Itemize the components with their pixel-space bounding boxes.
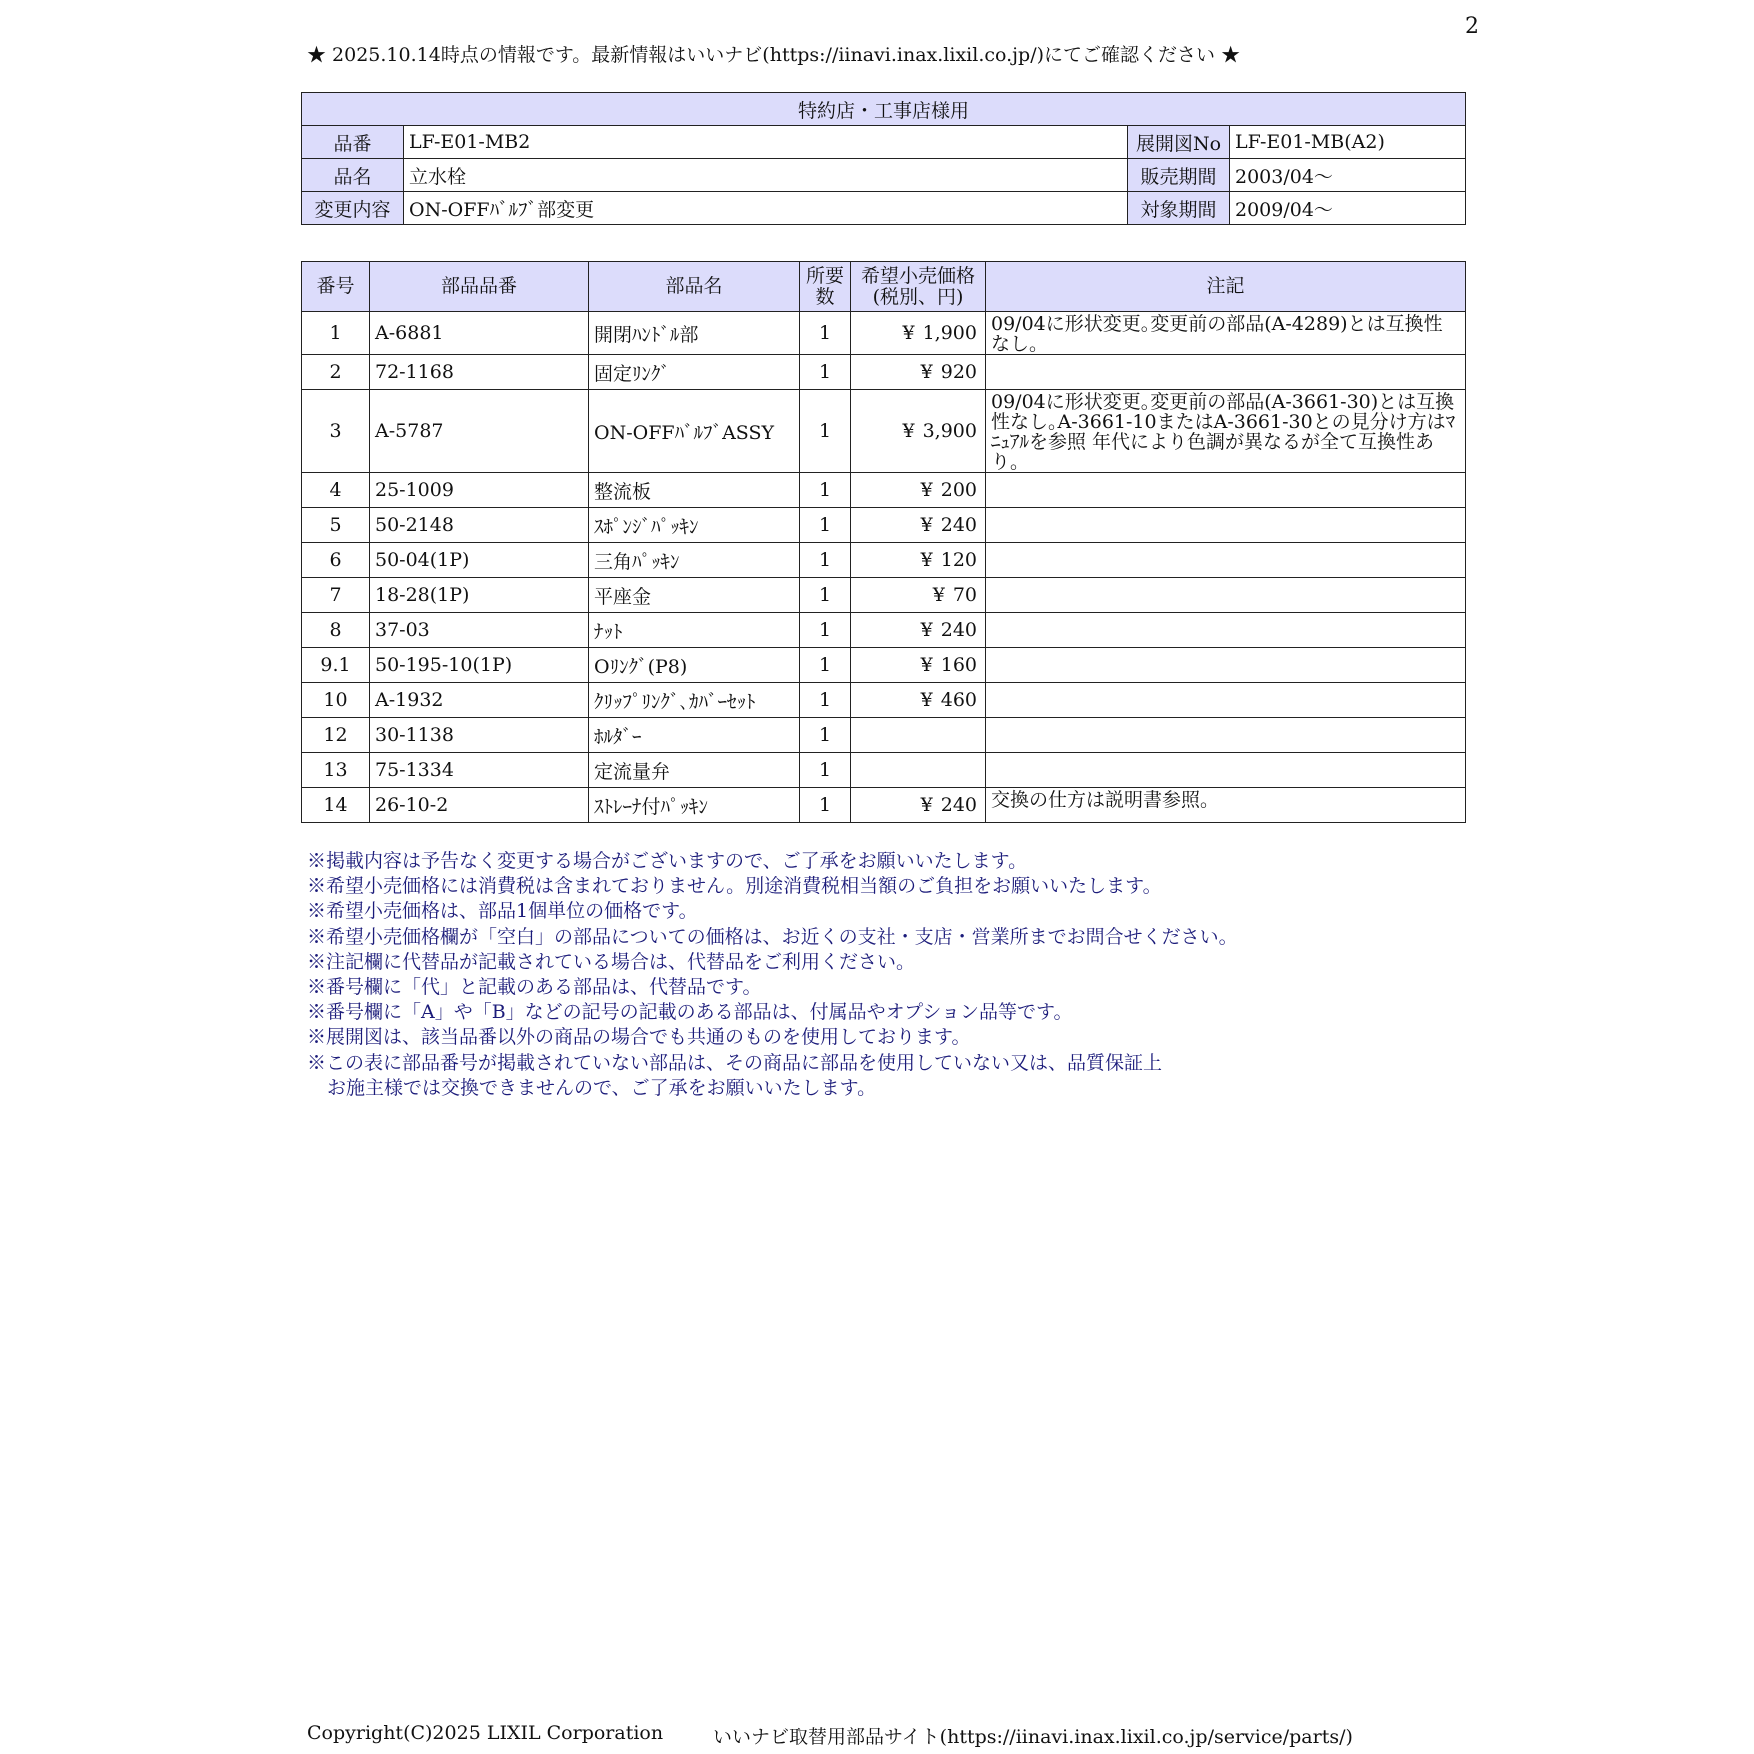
cell-part-no: 72-1168 [370,355,589,390]
footnote: ※希望小売価格は、部品1個単位の価格です。 [307,900,698,923]
parts-site-link[interactable]: いいナビ取替用部品サイト(https://iinavi.inax.lixil.co.jp/service/parts/) [713,1726,1353,1748]
cell-qty: 1 [800,543,851,578]
yen-sign: ¥ [920,549,933,571]
cell-note [986,613,1466,648]
yen-sign: ¥ [920,479,933,501]
cell-part-no: 18-28(1P) [370,578,589,613]
cell-part-name: 定流量弁 [589,753,800,788]
cell-price [851,788,986,823]
cell-price [851,648,986,683]
cell-price [851,390,986,473]
footnotes [307,849,1238,1101]
cell-part-name: ｽﾄﾚｰﾅ付ﾊﾟｯｷﾝ [589,788,800,823]
cell-part-no: A-6881 [370,312,589,355]
table-row [302,788,1466,823]
info-row [302,126,1466,159]
cell-no: 4 [302,473,370,508]
cell-part-name: ON-OFFﾊﾞﾙﾌﾞASSY [589,390,800,473]
table-row [302,312,1466,355]
cell-note: 09/04に形状変更｡変更前の部品(A-3661-30)とは互換性なし｡A-3661-10またはA-3661-30との見分け方はﾏﾆｭｱﾙを参照 年代により色調が異なるが全て互換性あり。 [986,390,1466,473]
info-value: LF-E01-MB(A2) [1230,126,1466,159]
cell-note [986,473,1466,508]
col-header-note: 注記 [986,262,1466,312]
cell-part-no: 26-10-2 [370,788,589,823]
cell-qty: 1 [800,613,851,648]
price-value: 200 [940,479,977,501]
info-value: LF-E01-MB2 [404,126,1128,159]
cell-qty: 1 [800,683,851,718]
cell-note [986,578,1466,613]
price-value: 460 [940,689,977,711]
footnote: ※希望小売価格欄が「空白」の部品についての価格は、お近くの支社・支店・営業所までお問合せください。 [307,925,1238,948]
cell-qty: 1 [800,788,851,823]
footnote: ※注記欄に代替品が記載されている場合は、代替品をご利用ください。 [307,950,916,973]
cell-no: 9.1 [302,648,370,683]
cell-qty: 1 [800,578,851,613]
footnote: ※この表に部品番号が掲載されていない部品は、その商品に部品を使用していない又は、品質保証上 [307,1051,1163,1074]
cell-qty: 1 [800,312,851,355]
table-row [302,473,1466,508]
parts-table [301,261,1466,823]
price-value: 120 [940,549,977,571]
cell-price [851,578,986,613]
yen-sign: ¥ [920,619,933,641]
info-label: 品名 [302,159,404,192]
price-value: 70 [952,584,977,606]
info-label: 販売期間 [1128,159,1230,192]
cell-qty: 1 [800,648,851,683]
cell-no: 7 [302,578,370,613]
cell-part-name: 固定ﾘﾝｸﾞ [589,355,800,390]
table-row [302,390,1466,473]
cell-part-no: 75-1334 [370,753,589,788]
cell-price [851,613,986,648]
price-value: 240 [940,514,977,536]
col-header-price: 希望小売価格(税別、円) [851,262,986,312]
info-title: 特約店・工事店様用 [302,93,1466,126]
yen-sign: ¥ [920,794,933,816]
cell-note [986,543,1466,578]
cell-price [851,473,986,508]
cell-note [986,718,1466,753]
cell-price [851,355,986,390]
info-label: 品番 [302,126,404,159]
cell-qty: 1 [800,508,851,543]
yen-sign: ¥ [920,654,933,676]
footnote: ※希望小売価格には消費税は含まれておりません。別途消費税相当額のご負担をお願いいたします。 [307,875,1162,898]
col-header-qty: 所要数 [800,262,851,312]
cell-part-name: ﾎﾙﾀﾞｰ [589,718,800,753]
cell-part-no: 50-195-10(1P) [370,648,589,683]
table-row [302,543,1466,578]
price-value: 1,900 [922,322,977,344]
info-value: ON-OFFﾊﾞﾙﾌﾞ部変更 [404,192,1128,225]
cell-part-name: ﾅｯﾄ [589,613,800,648]
product-info-table [301,92,1466,225]
parts-header-row [302,262,1466,312]
cell-price [851,753,986,788]
price-value: 160 [940,654,977,676]
table-row [302,683,1466,718]
yen-sign: ¥ [920,689,933,711]
cell-price [851,312,986,355]
cell-note [986,648,1466,683]
cell-qty: 1 [800,355,851,390]
cell-no: 14 [302,788,370,823]
info-row [302,192,1466,225]
cell-part-name: 三角ﾊﾟｯｷﾝ [589,543,800,578]
cell-note [986,753,1466,788]
cell-note: 交換の仕方は説明書参照。 [986,788,1466,823]
footnote: ※掲載内容は予告なく変更する場合がございますので、ご了承をお願いいたします。 [307,850,1028,872]
cell-qty: 1 [800,718,851,753]
table-row [302,578,1466,613]
cell-no: 12 [302,718,370,753]
cell-part-name: ｸﾘｯﾌﾟﾘﾝｸﾞ､ｶﾊﾞｰｾｯﾄ [589,683,800,718]
cell-qty: 1 [800,473,851,508]
cell-part-no: 37-03 [370,613,589,648]
yen-sign: ¥ [920,361,933,383]
cell-part-name: 開閉ﾊﾝﾄﾞﾙ部 [589,312,800,355]
info-value: 2009/04〜 [1230,192,1466,225]
price-value: 240 [940,794,977,816]
cell-price [851,683,986,718]
copyright: Copyright(C)2025 LIXIL Corporation [307,1722,664,1744]
col-header-part-name: 部品名 [589,262,800,312]
cell-price [851,543,986,578]
footnote: ※展開図は、該当品番以外の商品の場合でも共通のものを使用しております。 [307,1026,971,1049]
table-row [302,718,1466,753]
info-value: 立水栓 [404,159,1128,192]
header-note: ★ 2025.10.14時点の情報です。最新情報はいいナビ(https://iinavi.inax.lixil.co.jp/)にてご確認ください ★ [307,44,1241,66]
table-row [302,355,1466,390]
cell-price [851,508,986,543]
cell-no: 13 [302,753,370,788]
table-row [302,508,1466,543]
cell-no: 8 [302,613,370,648]
yen-sign: ¥ [932,584,945,606]
cell-note [986,508,1466,543]
cell-part-no: 30-1138 [370,718,589,753]
info-value: 2003/04〜 [1230,159,1466,192]
cell-price [851,718,986,753]
cell-note: 09/04に形状変更｡変更前の部品(A-4289)とは互換性なし。 [986,312,1466,355]
table-row [302,753,1466,788]
cell-part-name: 整流板 [589,473,800,508]
cell-part-no: 50-2148 [370,508,589,543]
cell-no: 1 [302,312,370,355]
footnote: ※番号欄に「A」や「B」などの記号の記載のある部品は、付属品やオプション品等です。 [307,1001,1073,1024]
page-number: 2 [1465,14,1479,39]
cell-no: 5 [302,508,370,543]
cell-part-name: Oﾘﾝｸﾞ(P8) [589,648,800,683]
cell-part-no: A-1932 [370,683,589,718]
cell-no: 6 [302,543,370,578]
footnote: お施主様では交換できませんので、ご了承をお願いいたします。 [327,1076,877,1099]
yen-sign: ¥ [920,514,933,536]
info-row [302,159,1466,192]
col-header-part-no: 部品品番 [370,262,589,312]
cell-no: 10 [302,683,370,718]
info-label: 対象期間 [1128,192,1230,225]
price-value: 920 [940,361,977,383]
cell-note [986,355,1466,390]
price-value: 240 [940,619,977,641]
cell-note [986,683,1466,718]
cell-part-no: 25-1009 [370,473,589,508]
yen-sign: ¥ [902,322,915,344]
col-header-no: 番号 [302,262,370,312]
cell-no: 2 [302,355,370,390]
info-label: 展開図No [1128,126,1230,159]
cell-qty: 1 [800,390,851,473]
cell-qty: 1 [800,753,851,788]
cell-part-name: ｽﾎﾟﾝｼﾞﾊﾟｯｷﾝ [589,508,800,543]
info-label: 変更内容 [302,192,404,225]
cell-part-no: A-5787 [370,390,589,473]
table-row [302,648,1466,683]
yen-sign: ¥ [902,420,915,442]
table-row [302,613,1466,648]
footnote: ※番号欄に「代」と記載のある部品は、代替品です。 [307,976,762,999]
cell-no: 3 [302,390,370,473]
price-value: 3,900 [922,420,977,442]
cell-part-no: 50-04(1P) [370,543,589,578]
cell-part-name: 平座金 [589,578,800,613]
